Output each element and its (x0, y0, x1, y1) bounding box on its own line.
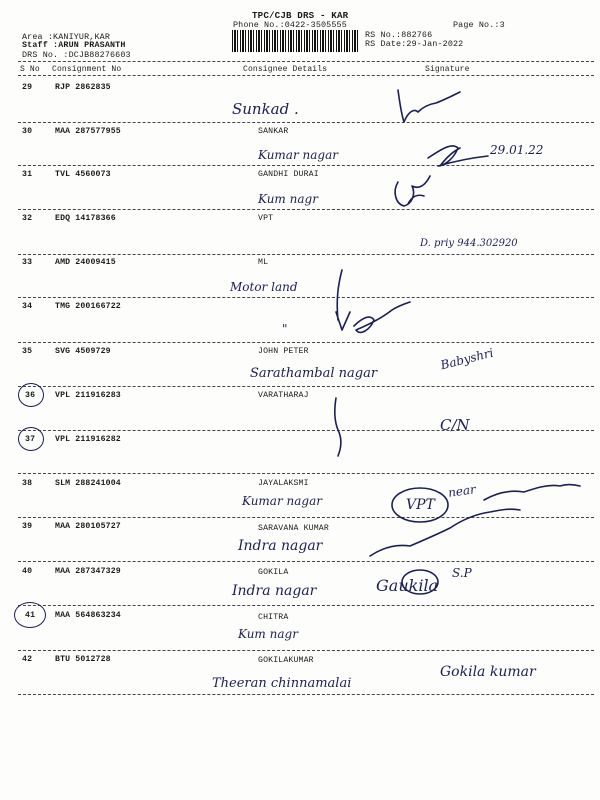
header-divider (18, 61, 594, 62)
row-consignment: SLM 288241004 (55, 479, 121, 488)
row-divider (18, 650, 594, 651)
column-consignment: Consignment No (52, 65, 122, 74)
row-consignment: MAA 287577955 (55, 127, 121, 136)
row-consignee: VPT (258, 214, 274, 223)
phone-number: Phone No.:0422-3505555 (233, 20, 347, 30)
handwritten-address: Kumar nagar (242, 494, 322, 508)
signature-scribble (398, 90, 460, 122)
handwritten-address: Sunkad . (232, 100, 299, 118)
column-divider (18, 75, 594, 76)
row-divider (18, 605, 594, 606)
handwritten-address: Kum nagr (258, 192, 318, 206)
row-divider (18, 254, 594, 255)
row-consignment: MAA 280105727 (55, 522, 121, 531)
row-sno: 30 (22, 127, 33, 136)
handwritten-note: S.P (452, 566, 472, 580)
row-consignment: EDQ 14178366 (55, 214, 116, 223)
rs-date: RS Date:29-Jan-2022 (365, 39, 464, 49)
row-divider (18, 297, 594, 298)
column-signature: Signature (425, 65, 470, 74)
row-consignment: RJP 2862835 (55, 83, 111, 92)
handwritten-signature: D. priy 944.302920 (420, 238, 518, 249)
signature-scribble (395, 176, 430, 206)
row-sno: 41 (25, 611, 36, 620)
bracket-mark (336, 270, 350, 330)
row-sno: 34 (22, 302, 33, 311)
handwritten-address: Motor land (230, 280, 298, 294)
row-sno: 39 (22, 522, 33, 531)
row-consignment: SVG 4509729 (55, 347, 111, 356)
row-consignee: GANDHI DURAI (258, 170, 319, 179)
column-sno: S No (20, 65, 40, 74)
handwritten-note: near (447, 482, 477, 500)
signature-scribble (484, 485, 580, 501)
row-divider (18, 561, 594, 562)
column-consignee: Consignee Details (243, 65, 328, 74)
signature-scribble (354, 302, 410, 332)
row-sno: 32 (22, 214, 33, 223)
handwritten-circle (18, 383, 44, 407)
bracket-mark (335, 398, 341, 456)
handwritten-signature: Babyshri (439, 345, 495, 373)
row-consignment: MAA 287347329 (55, 567, 121, 576)
row-divider (18, 430, 594, 431)
row-sno: 31 (22, 170, 33, 179)
handwritten-address: Kum nagr (238, 627, 298, 641)
row-consignee: JAYALAKSMI (258, 479, 309, 488)
row-consignment: TVL 4560073 (55, 170, 111, 179)
handwritten-circle (14, 602, 46, 628)
row-sno: 29 (22, 83, 33, 92)
row-consignee: ML (258, 258, 269, 267)
row-divider (18, 165, 594, 166)
row-sno: 42 (22, 655, 33, 664)
handwritten-address: Indra nagar (232, 583, 317, 599)
row-divider (18, 342, 594, 343)
drs-number: DRS No. :DCJB88276603 (22, 50, 131, 60)
row-divider (18, 386, 594, 387)
rs-number: RS No.:882766 (365, 30, 433, 40)
row-consignee: GOKILA (258, 568, 289, 577)
row-consignment: MAA 564863234 (55, 611, 121, 620)
row-consignment: TMG 200166722 (55, 302, 121, 311)
handwritten-date: 29.01.22 (490, 143, 544, 157)
row-sno: 35 (22, 347, 33, 356)
page-number: Page No.:3 (453, 20, 505, 30)
row-consignee: VARATHARAJ (258, 391, 309, 400)
row-divider (18, 209, 594, 210)
handwritten-signature: Gaukila (376, 576, 439, 595)
handwritten-address: Indra nagar (238, 538, 323, 554)
row-sno: 33 (22, 258, 33, 267)
row-divider (18, 694, 594, 695)
row-divider (18, 122, 594, 123)
handwritten-signature: C/N (440, 416, 470, 434)
row-sno: 38 (22, 479, 33, 488)
row-divider (18, 517, 594, 518)
handwritten-ditto: " (282, 322, 288, 336)
handwritten-address: Kumar nagar (258, 148, 338, 162)
handwritten-stamp: VPT (406, 497, 435, 513)
row-consignment: BTU 5012728 (55, 655, 111, 664)
row-consignment: VPL 211916283 (55, 391, 121, 400)
row-consignee: SARAVANA KUMAR (258, 524, 329, 533)
row-sno: 37 (25, 435, 36, 444)
row-consignee: GOKILAKUMAR (258, 656, 314, 665)
handwritten-circle (18, 427, 44, 451)
row-consignee: JOHN PETER (258, 347, 309, 356)
row-divider (18, 473, 594, 474)
row-sno: 36 (25, 391, 36, 400)
row-consignment: VPL 211916282 (55, 435, 121, 444)
staff-field: Staff :ARUN PRASANTH (22, 40, 126, 50)
sheet-title: TPC/CJB DRS - KAR (252, 10, 349, 21)
row-sno: 40 (22, 567, 33, 576)
row-consignee: CHITRA (258, 613, 289, 622)
row-consignment: AMD 24009415 (55, 258, 116, 267)
barcode-graphic (232, 30, 360, 52)
handwritten-address: Theeran chinnamalai (212, 676, 352, 691)
row-consignee: SANKAR (258, 127, 289, 136)
handwritten-signature: Gokila kumar (440, 664, 536, 680)
handwritten-address: Sarathambal nagar (250, 366, 378, 381)
area-field: Area :KANIYUR,KAR (22, 32, 110, 42)
signature-scribble (428, 146, 488, 166)
